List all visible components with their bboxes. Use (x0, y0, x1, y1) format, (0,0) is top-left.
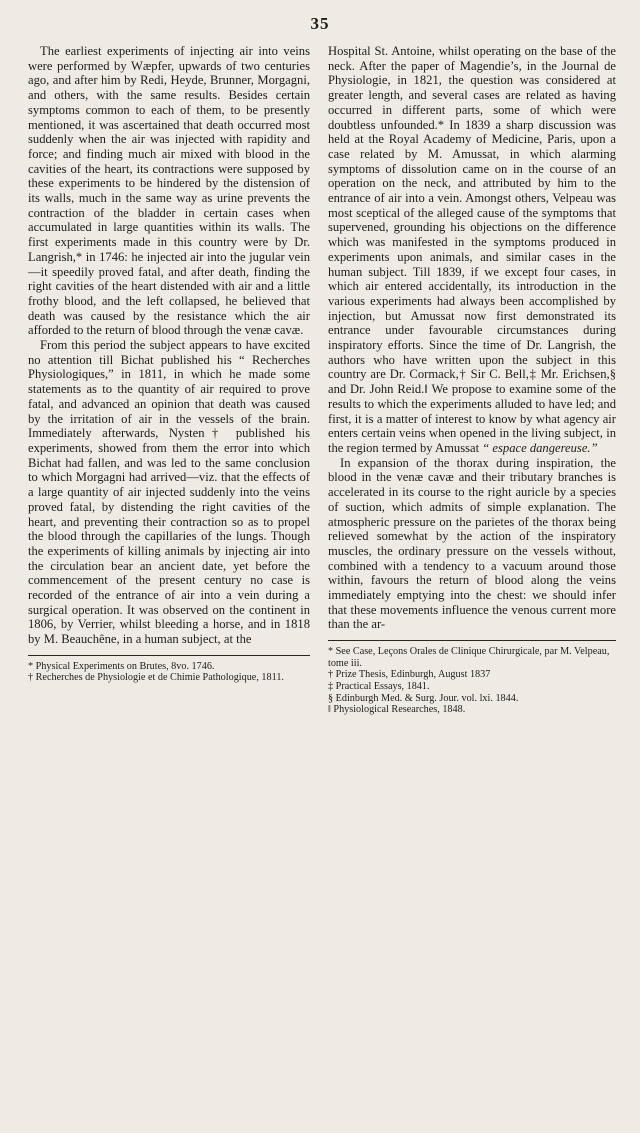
footnote: † Recherches de Physiologie et de Chimie Pathologique, 1811. (28, 672, 284, 684)
footnote: § Edinburgh Med. & Surg. Jour. vol. lxi. 1844. (328, 692, 519, 704)
footnote: ‡ Practical Essays, 1841. (328, 680, 430, 692)
footnote: ‖ Physiological Researches, 1848. (328, 704, 466, 716)
paragraph (328, 44, 616, 456)
footnote: * Physical Experiments on Brutes, 8vo. 1746. (28, 660, 215, 672)
paragraph: In expansion of the thorax during inspiration, the blood in the venæ cavæ and their tributary branches is accelerated in its course to the right auricle by a species of suction, which admits of simple explanation. The atmospheric pressure on the parietes of the thorax being relieved somewhat by the action of the inspiratory muscles, the ordinary pressure on the vessels without, combined with a tendency to a vacuum around those within, favours the return of blood along the veins immediately emptying into the chest: we should infer that these movements influence the venous current more than the ar- (328, 455, 616, 632)
paragraph: The earliest experiments of injecting air into veins were performed by Wæpfer, upwards of two centuries ago, and after him by Redi, Heyde, Brunner, Morgagni, and others, with the same results. Besides certain symptoms common to each of them, to be presently mentioned, it was ascertained that death occurred most suddenly when the air was injected with rapidity and force; and finding much air mixed with blood in the cavities of the heart, its contractions were supposed by these experiments to be hindered by the distension of its walls, much in the same way as urine prevents the contraction of the bladder in certain cases when accumulated in large quantities within its walls. The first experiments made in this country were by Dr. Langrish,* in 1746: he injected air into the jugular vein—it speedily proved fatal, and after death, finding the right cavities of the heart distended with air and a little frothy blood, and the left collapsed, he believed that death was caused by the resistance which the air afforded to the return of blood through the venæ cavæ. (28, 44, 310, 338)
page-number: 35 (310, 14, 330, 33)
left-column (28, 44, 310, 684)
paragraph-text: Hospital St. Antoine, whilst operating on the base of the neck. After the paper of Magendie’s, in the Journal de Physiologie, in 1821, the question was considered at greater length, and several cases are related as having occurred in different parts, some of which were doubtless unfounded.* In 1839 a sharp discussion was held at the Royal Academy of Medicine, Paris, upon a case related by M. Amussat, in which alarming symptoms of dissolution came on in the course of an operation on the neck, and attributed by him to the entrance of air into a vein. Amongst others, Velpeau was most sceptical of the alleged cause of the symptoms that supervened, grounding his objections on the difference which was manifested in the symptoms produced in experiments upon animals, and similar cases in the human subject. Till 1839, if we except four cases, in which air entered accidentally, its introduction in the various experiments had always been accomplished by injection, but Amussat now first demonstrated its entrance under favourable circumstances during inspiratory efforts. Since the time of Dr. Langrish, the authors who have written upon the subject in this country are Dr. Cormack,† Sir C. Bell,‡ Mr. Erichsen,§ and Dr. John Reid.‖ We propose to examine some of the results to which the experiments alluded to have led; and first, it is a matter of interest to know by what agency air enters certain veins when opened in the living subject, in the region termed by Amussat (328, 44, 616, 455)
footnotes-left (28, 655, 310, 684)
footnote: * See Case, Leçons Orales de Clinique Chirurgicale, par M. Velpeau, tome iii. (328, 646, 610, 669)
footnote: † Prize Thesis, Edinburgh, August 1837 (328, 669, 491, 681)
right-column (328, 44, 616, 716)
footnotes-right (328, 640, 616, 716)
paragraph: From this period the subject appears to have excited no attention till Bichat published his “ Recherches Physiologiques,” in 1811, in which he made some statements as to the quantity of air required to prove fatal, and advanced an opinion that death was caused by the irritation of air in the vessels of the brain. Immediately afterwards, Nysten† published his experiments, showed from them the error into which Bichat had fallen, and was led to the same conclusion to which Morgagni had arrived—viz. that the effects of a large quantity of air injected suddenly into the veins proved fatal, by distending the right cavities of the heart, and preventing their contraction so as to propel the blood through the capillaries of the lungs. Though the experiments of killing animals by injecting air into the circulation bear an ancient date, yet before the commencement of the present century no case is recorded of the entrance of air into a vein during a surgical operation. It was observed on the continent in 1806, by Verrier, whilst bleeding a horse, and in 1818 by M. Beauchêne, in a human subject, at the (28, 338, 310, 647)
italic-term: “ espace dangereuse.” (482, 440, 598, 455)
